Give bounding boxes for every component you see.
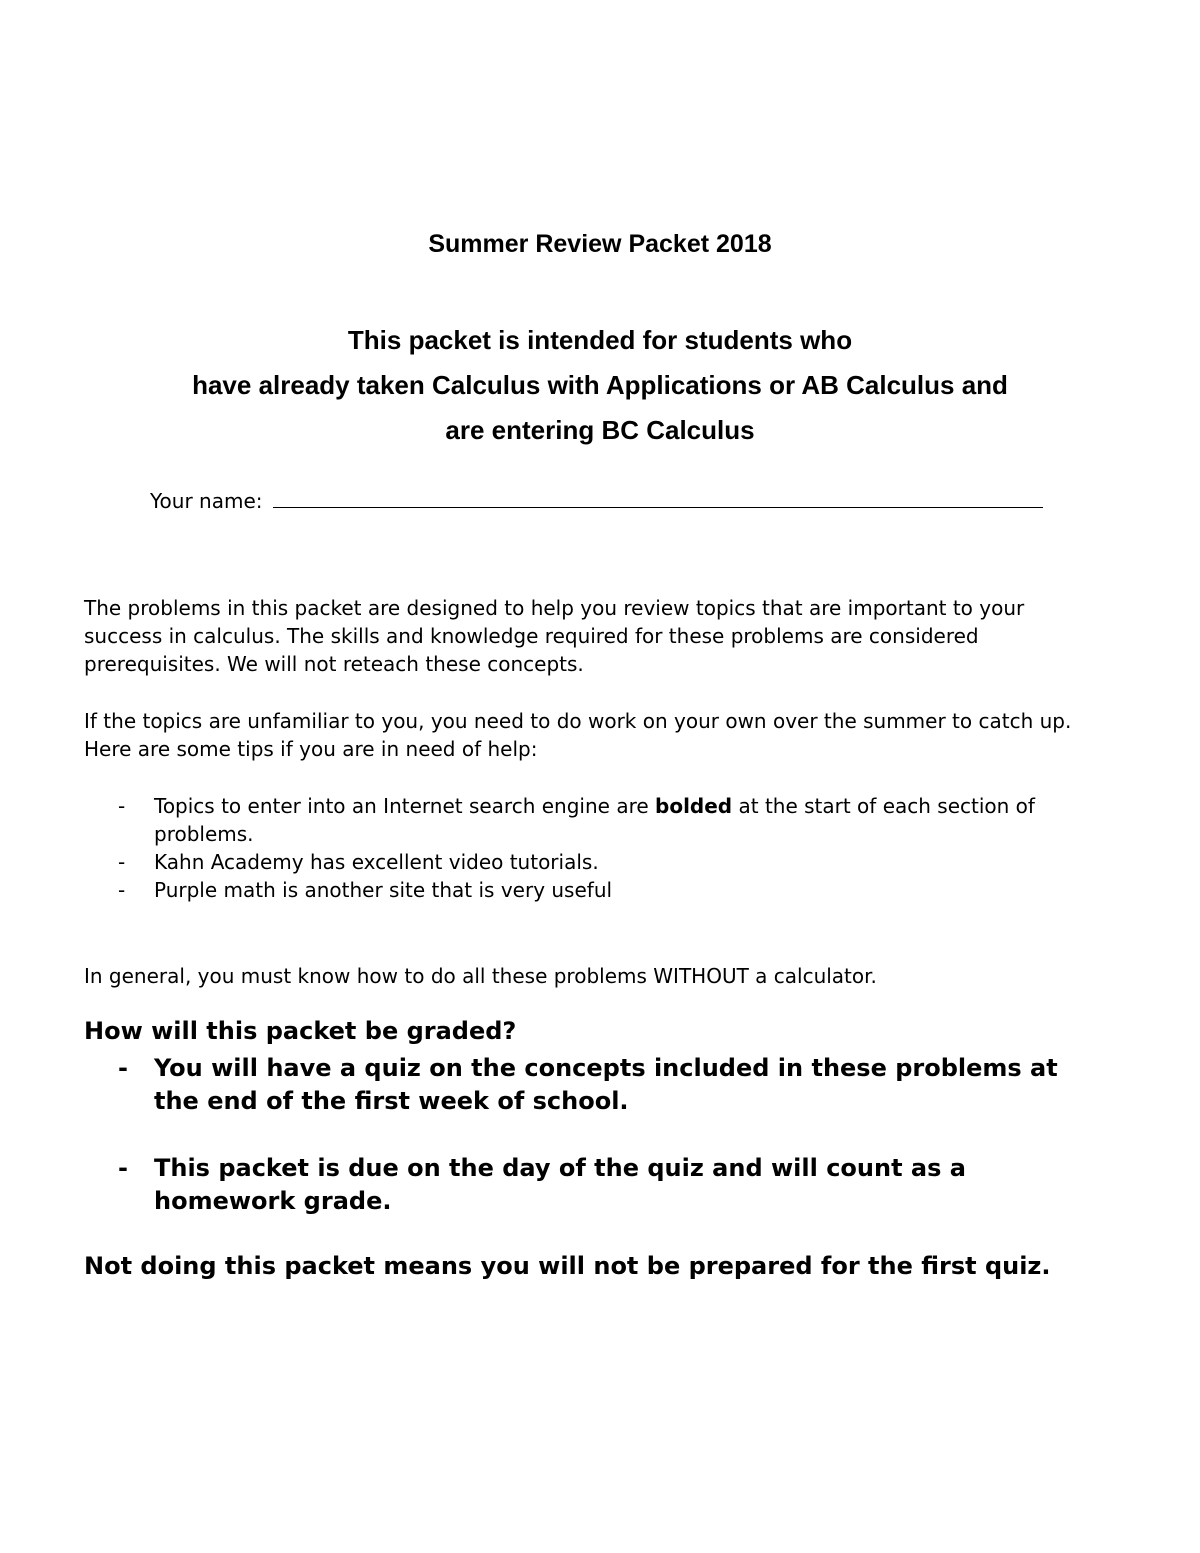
tips-list [84,792,1094,904]
tip-text: Topics to enter into an Internet search engine are [154,794,656,818]
subtitle-line: are entering BC Calculus [445,415,755,445]
grading-item-text: This packet is due on the day of the quiz and will count as a homework grade. [154,1154,966,1215]
tip-text: Purple math is another site that is very useful [154,878,613,902]
tip-text: Kahn Academy has excellent video tutorials. [154,850,599,874]
tip-item [84,848,1094,876]
bullet-dash: - [118,794,126,818]
tip-item [84,792,1094,848]
page-title: Summer Review Packet 2018 [428,230,772,258]
subtitle-line: This packet is intended for students who [347,325,853,355]
tip-bold-word: bolded [655,794,733,818]
bullet-dash: - [118,1054,128,1082]
tip-text: at the start of each section of problems. [154,794,1035,846]
help-paragraph: If the topics are unfamiliar to you, you need to do work on your own over the summer to catch up. Here are some tips if you are in need of help: [84,709,1072,761]
calculator-note: In general, you must know how to do all these problems WITHOUT a calculator. [84,964,877,988]
grading-heading: How will this packet be graded? [84,1017,517,1045]
bullet-dash: - [118,878,126,902]
grading-item-text: You will have a quiz on the concepts included in these problems at the end of the first week of school. [154,1054,1058,1115]
subtitle-line: have already taken Calculus with Applications or AB Calculus and [192,370,1008,400]
closing-warning: Not doing this packet means you will not be prepared for the first quiz. [84,1252,1051,1280]
grading-list [84,1052,1104,1218]
grading-item [84,1052,1104,1118]
bullet-dash: - [118,850,126,874]
name-field-row [150,489,1043,513]
name-blank-line[interactable] [273,489,1043,508]
grading-item [84,1152,1104,1218]
tip-item [84,876,1094,904]
intro-paragraph: The problems in this packet are designed to help you review topics that are important to your success in calculus. The skills and knowledge required for these problems are considered prerequisites. We will not reteach these concepts. [84,596,1025,676]
bullet-dash: - [118,1154,128,1182]
packet-audience-heading [0,318,1200,453]
name-field-label: Your name: [150,489,263,513]
